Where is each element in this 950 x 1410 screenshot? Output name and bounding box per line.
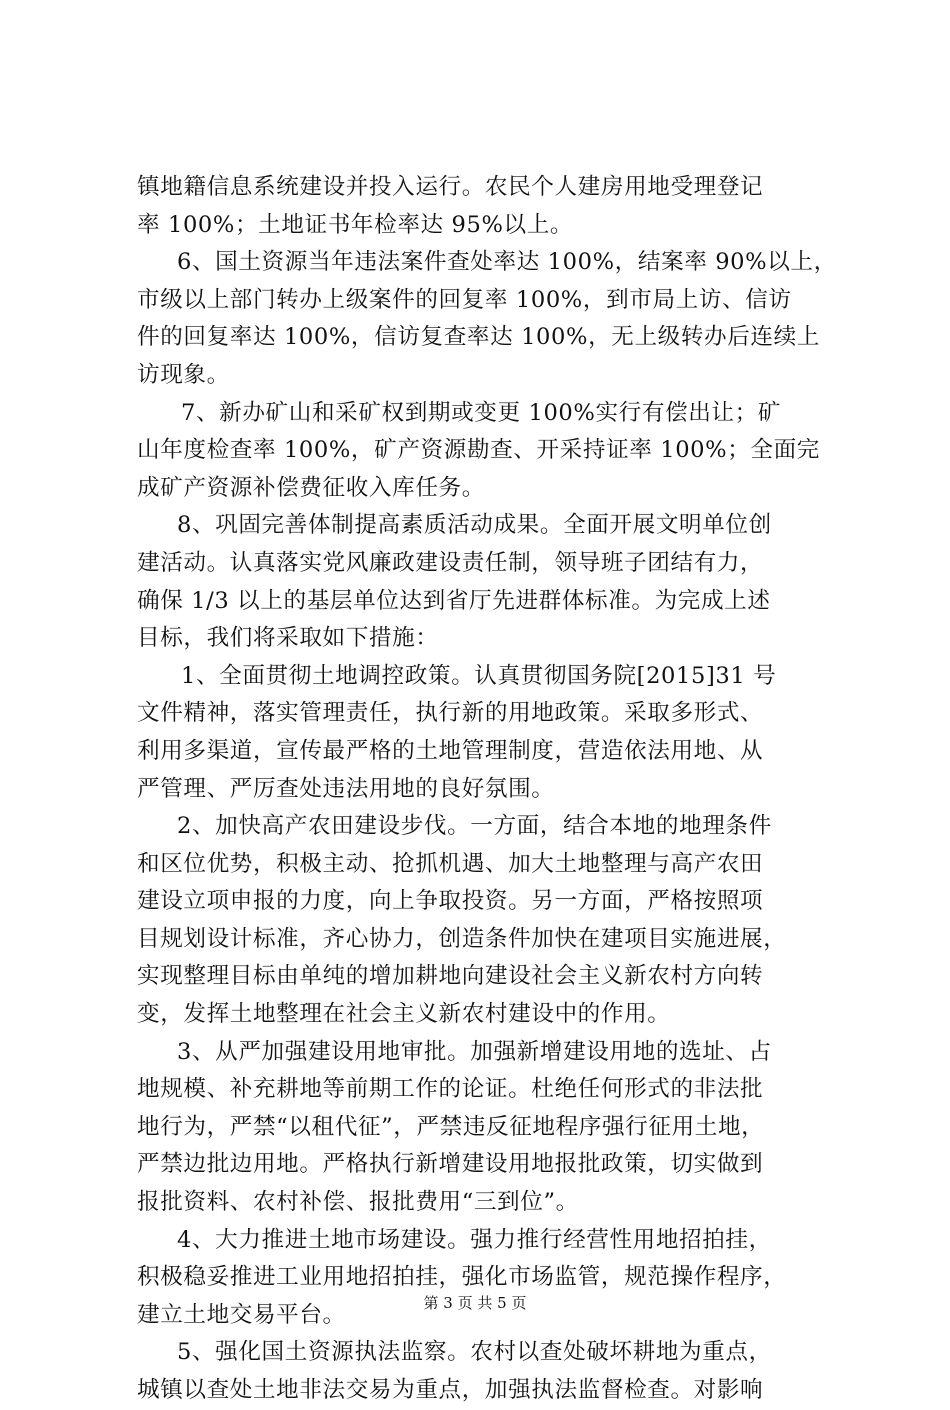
text-line: 建立土地交易平台。 <box>137 1301 346 1328</box>
text-line: 目规划设计标准，齐心协力，创造条件加快在建项目实施进展， <box>137 925 787 952</box>
text-line: 建设立项申报的力度，向上争取投资。另一方面，严格按照项 <box>137 888 764 915</box>
paragraph-start-line: 6、国土资源当年违法案件查处率达 100%，结案率 90%以上， <box>177 249 837 276</box>
text-line: 积极稳妥推进工业用地招拍挂，强化市场监管，规范操作程序， <box>137 1264 787 1291</box>
paragraph-start-line: 1、全面贯彻土地调控政策。认真贯彻国务院[2015]31 号 <box>181 662 777 689</box>
text-line: 率 100%；土地证书年检率达 95%以上。 <box>137 211 574 238</box>
text-line: 镇地籍信息系统建设并投入运行。农民个人建房用地受理登记 <box>137 174 764 200</box>
body-text <box>137 169 837 1410</box>
paragraph-start-line: 8、巩固完善体制提高素质活动成果。全面开展文明单位创 <box>177 512 772 539</box>
text-line: 实现整理目标由单纯的增加耕地向建设社会主义新农村方向转 <box>137 963 764 990</box>
text-line: 变，发挥土地整理在社会主义新农村建设中的作用。 <box>137 1001 671 1028</box>
text-line: 城镇以查处土地非法交易为重点，加强执法监督检查。对影响 <box>137 1377 764 1403</box>
text-line: 目标，我们将采取如下措施： <box>137 625 439 652</box>
text-line: 地规模、补充耕地等前期工作的论证。杜绝任何形式的非法批 <box>137 1076 764 1103</box>
paragraph-start-line: 2、加快高产农田建设步伐。一方面，结合本地的地理条件 <box>177 813 772 840</box>
paragraph-start-line: 5、强化国土资源执法监察。农村以查处破坏耕地为重点， <box>177 1339 772 1366</box>
paragraph-start-line: 7、新办矿山和采矿权到期或变更 100%实行有偿出让；矿 <box>181 399 782 426</box>
page-number-footer: 第 3 页 共 5 页 <box>423 1294 527 1312</box>
text-line: 严管理、严厉查处违法用地的良好氛围。 <box>137 775 555 802</box>
text-line: 文件精神，落实管理责任，执行新的用地政策。采取多形式、 <box>137 700 764 727</box>
text-line: 成矿产资源补偿费征收入库任务。 <box>137 474 485 501</box>
text-line: 地行为，严禁“以租代征”，严禁违反征地程序强行征用土地， <box>137 1113 765 1140</box>
text-line: 利用多渠道，宣传最严格的土地管理制度，营造依法用地、从 <box>137 737 764 764</box>
text-line: 报批资料、农村补偿、报批费用“三到位”。 <box>137 1189 579 1216</box>
text-line: 建活动。认真落实党风廉政建设责任制，领导班子团结有力， <box>137 549 764 576</box>
text-line: 山年度检查率 100%，矿产资源勘查、开采持证率 100%；全面完 <box>137 437 821 464</box>
text-line: 严禁边批边用地。严格执行新增建设用地报批政策，切实做到 <box>137 1151 764 1178</box>
text-line: 和区位优势，积极主动、抢抓机遇、加大土地整理与高产农田 <box>137 850 764 877</box>
text-line: 件的回复率达 100%，信访复查率达 100%，无上级转办后连续上 <box>137 324 821 351</box>
text-line: 市级以上部门转办上级案件的回复率 100%，到市局上访、信访 <box>137 286 792 313</box>
text-line: 确保 1/3 以上的基层单位达到省厅先进群体标准。为完成上述 <box>137 587 771 614</box>
paragraph-start-line: 3、从严加强建设用地审批。加强新增建设用地的选址、占 <box>177 1038 772 1065</box>
paragraph-start-line: 4、大力推进土地市场建设。强力推行经营性用地招拍挂， <box>177 1226 772 1253</box>
text-line: 访现象。 <box>137 361 230 388</box>
